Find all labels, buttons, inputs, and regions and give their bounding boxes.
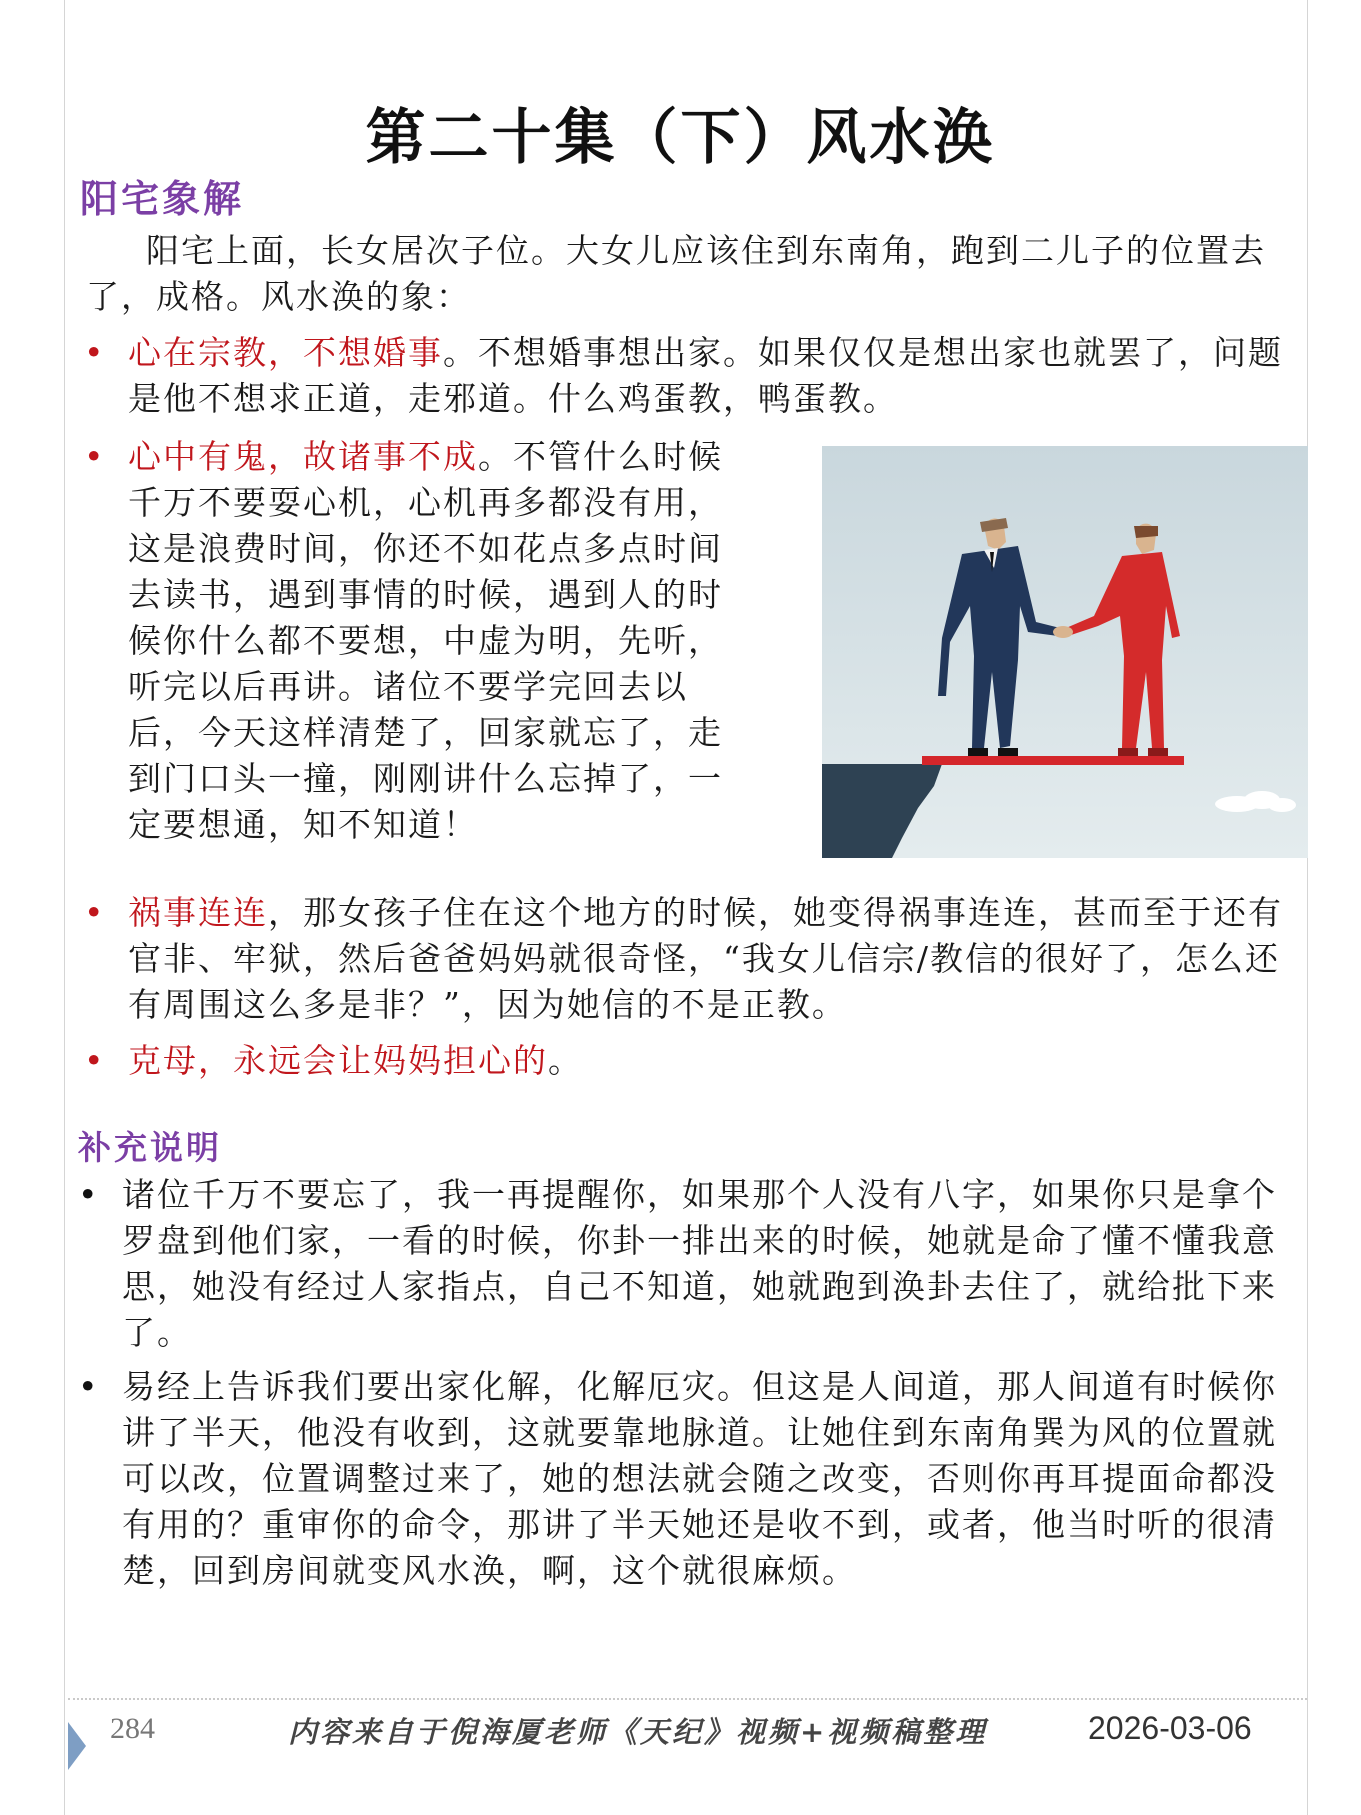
bullet-highlight: 心中有鬼，故诸事不成: [128, 437, 478, 476]
page-border-right: [1307, 0, 1308, 1815]
list-item: [78, 1364, 1282, 1594]
bullet-highlight: 克母，永远会让妈妈担心的: [128, 1041, 548, 1080]
footer-divider: [68, 1698, 1307, 1700]
section-heading-supplement: 补充说明: [78, 1128, 222, 1167]
bullet-highlight: 心在宗教，不想婚事: [128, 333, 443, 372]
handshake-hands: [1053, 626, 1073, 638]
page-number: 284: [110, 1712, 155, 1745]
bullet-highlight: 祸事连连: [128, 893, 268, 932]
plank-shape: [922, 756, 1184, 765]
bullet-icon: •: [84, 437, 106, 476]
list-item: [78, 1172, 1282, 1356]
bullet-icon: •: [84, 333, 106, 372]
bullet-text: 易经上告诉我们要出家化解，化解厄灾。但这是人间道，那人间道有时候你讲了半天，他没有收到，这就要靠地脉道。让她住到东南角巽为风的位置就可以改，位置调整过来了，她的想法就会随之改变，否则你再耳提面命都没有用的？重审你的命令，那讲了半天她还是收不到，或者，他当时听的很清楚，回到房间就变风水涣，啊，这个就很麻烦。: [122, 1367, 1277, 1590]
bullet-icon: •: [84, 893, 106, 932]
list-item: [84, 890, 1298, 1028]
bullet-text: 。不管什么时候千万不要耍心机，心机再多都没有用，这是浪费时间，你还不如花点多点时间去读书，遇到事情的时候，遇到人的时候你什么都不要想，中虚为明，先听，听完以后再讲。诸位不要学完回去以后，今天这样清楚了，回家就忘了，走到门口头一撞，刚刚讲什么忘掉了，一定要想通，知不知道！: [128, 437, 723, 844]
page-title: 第二十集（下）风水涣: [365, 103, 996, 173]
footer-source: 内容来自于倪海厦老师《天纪》视频+视频稿整理: [288, 1715, 988, 1749]
bullet-text: ，那女孩子住在这个地方的时候，她变得祸事连连，甚而至于还有官非、牢狱，然后爸爸妈妈就很奇怪，“我女儿信宗/教信的很好了，怎么还有周围这么多是非？”，因为她信的不是正教。: [128, 893, 1283, 1024]
list-item: [84, 1038, 1298, 1084]
list-item: [84, 434, 753, 848]
intro-paragraph: [86, 228, 1266, 320]
list-item: [84, 330, 1308, 422]
bullet-icon: •: [78, 1367, 100, 1406]
triangle-arrow-icon: [68, 1722, 86, 1770]
page-border-left: [64, 0, 65, 1815]
intro-text: 阳宅上面，长女居次子位。大女儿应该住到东南角，跑到二儿子的位置去了，成格。风水涣的象：: [86, 231, 1266, 316]
section-heading-yangzhai: 阳宅象解: [80, 176, 245, 221]
footer-date: 2026-03-06: [1088, 1710, 1252, 1746]
bullet-text: 。: [548, 1041, 583, 1080]
bullet-icon: •: [84, 1041, 106, 1080]
handshake-illustration: [822, 446, 1308, 858]
bullet-icon: •: [78, 1175, 100, 1214]
bullet-text: 诸位千万不要忘了，我一再提醒你，如果那个人没有八字，如果你只是拿个罗盘到他们家，一看的时候，你卦一排出来的时候，她就是命了懂不懂我意思，她没有经过人家指点，自己不知道，她就跑到涣卦去住了，就给批下来了。: [122, 1175, 1277, 1352]
bullet-text: 。不想婚事想出家。如果仅仅是想出家也就罢了，问题是他不想求正道，走邪道。什么鸡蛋教，鸭蛋教。: [128, 333, 1283, 418]
